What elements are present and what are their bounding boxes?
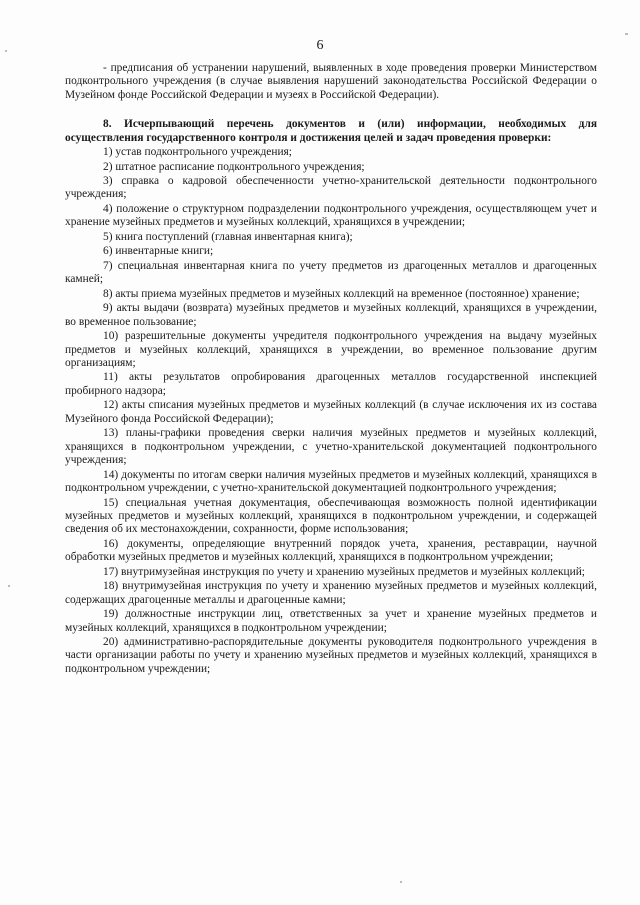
documents-list <box>65 146 597 676</box>
list-item: 12) акты списания музейных предметов и музейных коллекций (в случае исключения их из состава Музейного фонда Российской Федерации); <box>65 399 597 425</box>
list-item: 13) планы-графики проведения сверки наличия музейных предметов и музейных коллекций, хранящихся в подконтрольном учреждении, с учетно-хранительской документацией подконтрольного учреждения; <box>65 427 597 467</box>
list-item: 5) книга поступлений (главная инвентарная книга); <box>103 230 353 243</box>
list-item: 2) штатное расписание подконтрольного учреждения; <box>103 160 365 173</box>
scan-speck <box>8 585 10 587</box>
scan-speck <box>5 50 7 52</box>
list-item: 1) устав подконтрольного учреждения; <box>103 146 292 159</box>
list-item: 4) положение о структурном подразделении подконтрольного учреждения, осуществляющем учет и хранение музейных предметов и музейных коллекций, хранящихся в учреждении; <box>65 202 597 229</box>
list-item: 7) специальная инвентарная книга по учету предметов из драгоценных металлов и драгоценных камней; <box>65 259 597 286</box>
list-item: 6) инвентарные книги; <box>103 245 214 258</box>
list-item: 11) акты результатов опробирования драгоценных металлов государственной инспекцией пробирного надзора; <box>65 371 597 397</box>
list-item: 20) административно-распорядительные документы руководителя подконтрольного учреждения в части организации работы по учету и хранению музейных предметов и музейных коллекций, хранящихся в подконтрольном учреждении; <box>65 636 597 675</box>
list-item: 8) акты приема музейных предметов и музейных коллекций на временное (постоянное) хранение; <box>103 287 580 300</box>
page-number: 6 <box>316 38 324 53</box>
list-item: 16) документы, определяющие внутренний порядок учета, хранения, реставрации, научной обработки музейных предметов и музейных коллекций, хранящихся в подконтрольном учреждении; <box>65 537 597 564</box>
list-item: 14) документы по итогам сверки наличия музейных предметов и музейных коллекций, хранящихся в подконтрольном учреждении, с учетно-хранительской документацией подконтрольного учреждения; <box>65 468 597 494</box>
list-item: 15) специальная учетная документация, обеспечивающая возможность полной идентификации музейных предметов и музейных коллекций, хранящихся в подконтрольном учреждении, и содержащей сведения об их местонахождении, сохранности, форме использования; <box>65 496 597 536</box>
list-item: 3) справка о кадровой обеспеченности учетно-хранительской деятельности подконтрольного учреждения; <box>65 175 597 201</box>
scan-speck <box>625 33 628 35</box>
intro-paragraph: - предписания об устранении нарушений, выявленных в ходе проведения проверки Министерством подконтрольного учреждения (в случае выявления нарушений законодательства Российской Федерации о Музейном фонде Российской Федерации и музеях в Российской Федерации). <box>65 62 597 101</box>
list-item: 17) внутримузейная инструкция по учету и хранению музейных предметов и музейных коллекций; <box>103 565 585 578</box>
section-heading: 8. Исчерпывающий перечень документов и (или) информации, необходимых для осуществления государственного контроля и достижения целей и задач проведения проверки: <box>65 118 597 144</box>
document-body <box>65 62 597 677</box>
list-item: 18) внутримузейная инструкция по учету и хранению музейных предметов и музейных коллекций, содержащих драгоценные металлы и драгоценные камни; <box>65 580 597 606</box>
list-item: 10) разрешительные документы учредителя подконтрольного учреждения на выдачу музейных предметов и музейных коллекций, хранящихся в учреждении, во временное пользование другим организациям; <box>65 330 597 369</box>
list-item: 9) акты выдачи (возврата) музейных предметов и музейных коллекций, хранящихся в учреждении, во временное пользование; <box>65 302 597 328</box>
list-item: 19) должностные инструкции лиц, ответственных за учет и хранение музейных предметов и музейных коллекций, хранящихся в подконтрольном учреждении; <box>65 608 597 634</box>
scan-speck <box>400 881 402 883</box>
